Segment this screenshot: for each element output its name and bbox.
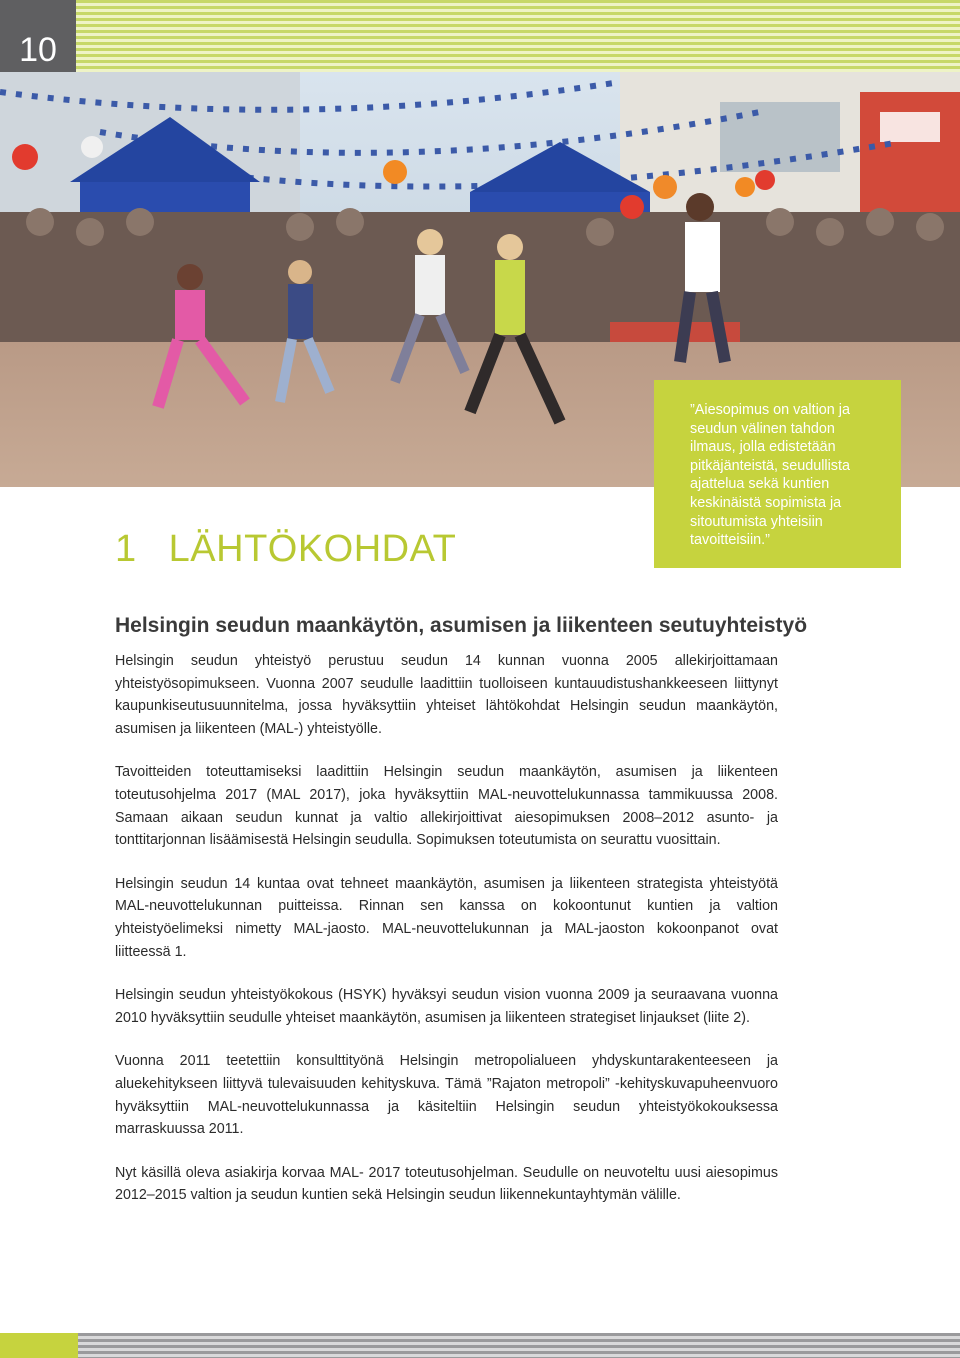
chapter-title xyxy=(115,528,456,571)
quote-box xyxy=(654,380,901,568)
body-text xyxy=(115,650,778,1228)
chapter-number: 1 xyxy=(115,528,137,570)
page-number: 10 xyxy=(0,0,76,100)
footer-green-block xyxy=(0,1333,78,1358)
chapter-name: LÄHTÖKOHDAT xyxy=(168,528,457,570)
paragraph: Helsingin seudun yhteistyökokous (HSYK) hyväksyi seudun vision vuonna 2009 ja seuraavana vuonna 2010 hyväksyttiin seudulle yhteiset maankäytön, asumisen ja liikenteen strategiset linjaukset (liite 2). xyxy=(115,987,778,1026)
paragraph: Helsingin seudun yhteistyö perustuu seudun 14 kunnan vuonna 2005 allekirjoittamaan yhteistyösopimukseen. Vuonna 2007 seudulle laadittiin tuolloiseen kuntauudistushankkeeseen liittynyt kaupunkiseutusuunnitelma, jossa hyväksyttiin yhteiset lähtökohdat Helsingin seudun maankäytön, asumisen ja liikenteen (MAL-) yhteistyölle. xyxy=(115,653,778,737)
paragraph: Tavoitteiden toteuttamiseksi laadittiin Helsingin seudun maankäytön, asumisen ja liikenteen toteutusohjelma 2017 (MAL 2017), joka hyväksyttiin MAL-neuvottelukunnassa tammikuussa 2008. Samaan aikaan seudun kunnat ja valtio allekirjoittivat aiesopimuksen 2008–2012 asunto- ja tonttitarjonnan lisäämisestä Helsingin seudulla. Sopimuksen toteutumista on seurattu vuosittain. xyxy=(115,764,778,849)
header-stripes xyxy=(76,0,960,72)
paragraph: Vuonna 2011 teetettiin konsulttityönä Helsingin metropolialueen yhdyskuntarakenteeseen ja aluekehitykseen liittyvä tulevaisuuden kehityskuva. Tämä ”Rajaton metropoli” -kehityskuvapuheenvuoro hyväksyttiin MAL-neuvottelukunnassa ja käsiteltiin Helsingin seudun yhteistyökokouksessa marraskuussa 2011. xyxy=(115,1053,778,1138)
section-heading: Helsingin seudun maankäytön, asumisen ja liikenteen seutuyhteistyö xyxy=(115,614,808,637)
paragraph: Helsingin seudun 14 kuntaa ovat tehneet maankäytön, asumisen ja liikenteen strategista yhteistyötä MAL-neuvottelukunnan puitteissa. Rinnan sen kanssa on kokoontunut kuntien ja valtion yhteistyöelimeksi nimetty MAL-jaosto. MAL-neuvottelukunnan ja MAL-jaoston kokoonpanot ovat liitteessä 1. xyxy=(115,875,778,960)
footer-stripes xyxy=(78,1333,960,1358)
quote-text: ”Aiesopimus on valtion ja seudun välinen tahdon ilmaus, jolla edistetään pitkäjänteistä, seudullista ajattelua sekä kuntien keskinäistä sopimista ja sitoutumista yhteisiin tavoitteisiin.” xyxy=(690,402,850,549)
paragraph: Nyt käsillä oleva asiakirja korvaa MAL- 2017 toteutusohjelman. Seudulle on neuvoteltu uusi aiesopimus 2012–2015 valtion ja seudun kuntien sekä Helsingin seudun liikennekuntayhtymän välille. xyxy=(115,1164,778,1204)
